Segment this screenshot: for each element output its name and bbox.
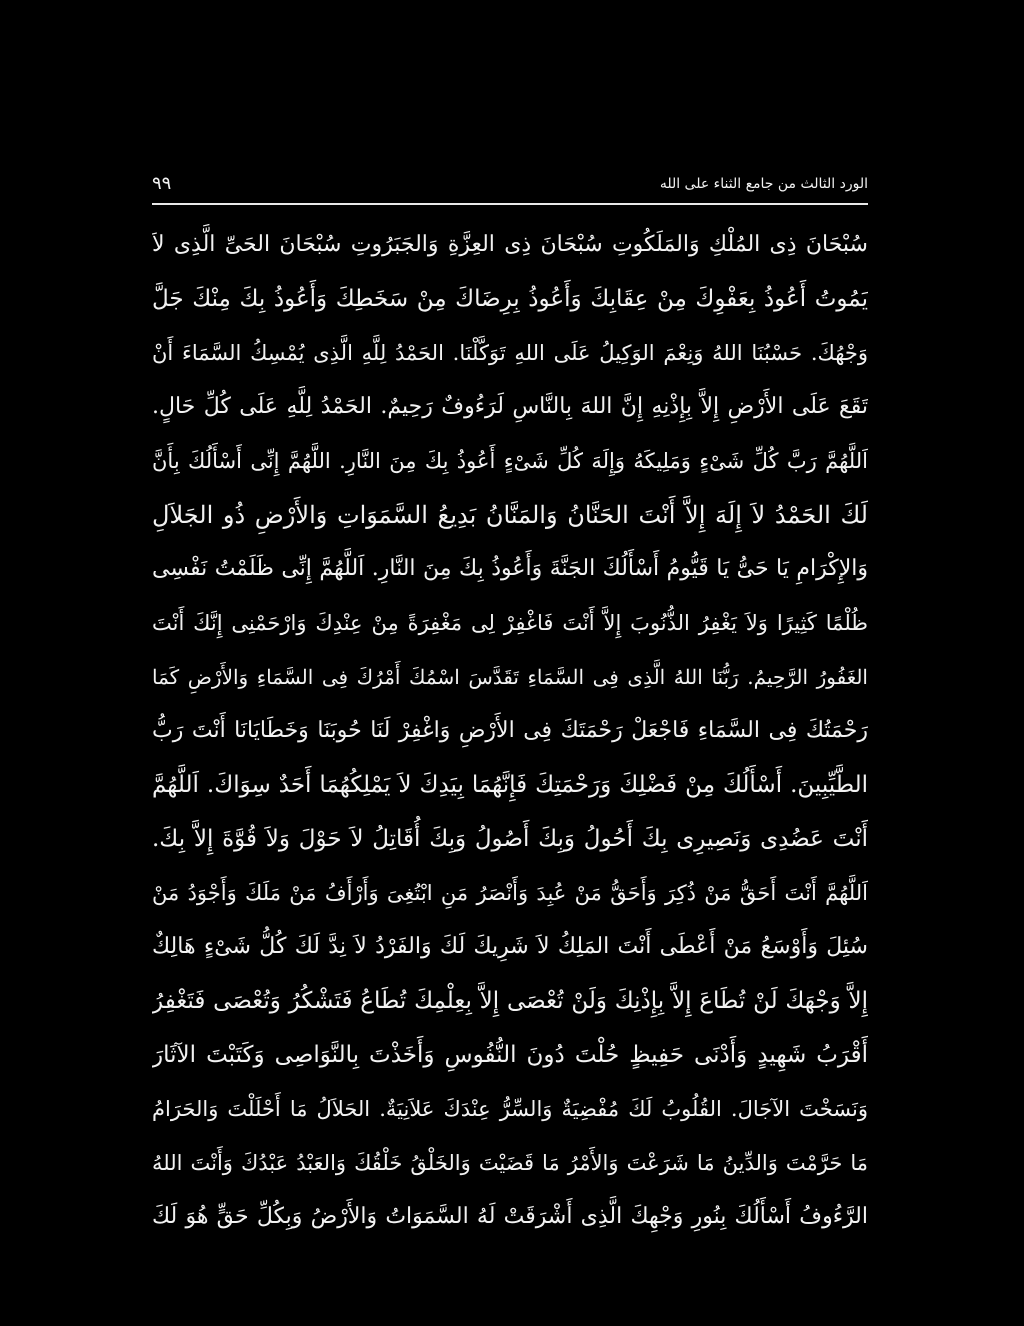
text-line: اَللَّهُمَّ أَنْتَ أَحَقُّ مَنْ ذُكِرَ وَأَحَقُّ مَنْ عُبِدَ وَأَنْصَرُ مَنِ ابْتُغِىَ وَأَرْأَفُ مَنْ مَلَكَ وَأَجْوَدُ مَنْ	[152, 881, 868, 905]
text-line: سُئِلَ وَأَوْسَعُ مَنْ أَعْطَى أَنْتَ المَلِكُ لاَ شَرِيكَ لَكَ وَالفَرْدُ لاَ نِدَّ لَكَ كُلُّ شَىْءٍ هَالِكٌ	[152, 934, 868, 959]
text-line: اَللَّهُمَّ رَبَّ كُلِّ شَىْءٍ وَمَلِيكَهُ وَإِلَهَ كُلِّ شَىْءٍ أَعُوذُ بِكَ مِنَ النَّارِ. اللَّهُمَّ إِنِّى أَسْأَلُكَ بِأَنَّ	[152, 449, 868, 473]
text-line: مَا حَرَّمْتَ وَالدِّينُ مَا شَرَعْتَ وَالأَمْرُ مَا قَضَيْتَ وَالخَلْقُ خَلْقُكَ وَالعَبْدُ عَبْدُكَ وَأَنْتَ اللهُ	[152, 1151, 868, 1175]
text-line: إِلاَّ وَجْهَكَ لَنْ تُطَاعَ إِلاَّ بِإِذْنِكَ وَلَنْ تُعْصَى إِلاَّ بِعِلْمِكَ تُطَاعُ فَتَشْكُرُ وَتُعْصَى فَتَغْفِرُ	[152, 988, 868, 1014]
page-number: ٩٩	[152, 173, 172, 194]
text-line: وَجْهُكَ. حَسْبُنَا اللهُ وَنِعْمَ الوَكِيلُ عَلَى اللهِ تَوَكَّلْنَا. الحَمْدُ لِلَّهِ الَّذِى يُمْسِكُ السَّمَاءَ أَنْ	[152, 341, 868, 365]
running-title: الورد الثالث من جامع الثناء على الله	[659, 176, 868, 192]
text-line: الطَّيِّبِينَ. أَسْأَلُكَ مِنْ فَضْلِكَ وَرَحْمَتِكَ فَإِنَّهُمَا بِيَدِكَ لاَ يَمْلِكُهُمَا أَحَدٌ سِوَاكَ. اَللَّهُمَّ	[152, 772, 868, 798]
text-line: أَنْتَ عَضُدِى وَنَصِيرِى بِكَ أَحُولُ وَبِكَ أَصُولُ وَبِكَ أُقَاتِلُ لاَ حَوْلَ وَلاَ قُوَّةَ إِلاَّ بِكَ.	[152, 826, 868, 852]
header-rule	[152, 203, 868, 205]
text-line: تَقَعَ عَلَى الأَرْضِ إِلاَّ بِإِذْنِهِ إِنَّ اللهَ بِالنَّاسِ لَرَءُوفٌ رَحِيمٌ. الحَمْدُ لِلَّهِ عَلَى كُلِّ حَالٍ.	[152, 394, 868, 419]
text-line: سُبْحَانَ ذِى المُلْكِ وَالمَلَكُوتِ سُبْحَانَ ذِى العِزَّةِ وَالجَبَرُوتِ سُبْحَانَ الحَىِّ الَّذِى لاَ	[152, 232, 868, 257]
page-header	[152, 172, 868, 202]
text-line: رَحْمَتُكَ فِى السَّمَاءِ فَاجْعَلْ رَحْمَتَكَ فِى الأَرْضِ وَاغْفِرْ لَنَا حُوبَنَا وَخَطَايَانَا أَنْتَ رَبُّ	[152, 718, 868, 743]
text-line: وَنَسَخْتَ الآجَالَ. القُلُوبُ لَكَ مُفْضِيَةٌ وَالسِّرُّ عِنْدَكَ عَلاَنِيَةٌ. الحَلاَلُ مَا أَحْلَلْتَ وَالحَرَامُ	[152, 1097, 868, 1121]
text-line: الرَّءُوفُ أَسْأَلُكَ بِنُورِ وَجْهِكَ الَّذِى أَشْرَقَتْ لَهُ السَّمَوَاتُ وَالأَرْضُ وَبِكُلِّ حَقٍّ هُوَ لَكَ	[152, 1204, 868, 1229]
text-line: الغَفُورُ الرَّحِيمُ. رَبُّنَا اللهُ الَّذِى فِى السَّمَاءِ تَقَدَّسَ اسْمُكَ أَمْرُكَ فِى السَّمَاءِ وَالأَرْضِ كَمَا	[152, 665, 868, 689]
text-line: أَقْرَبُ شَهِيدٍ وَأَدْنَى حَفِيظٍ حُلْتَ دُونَ النُّفُوسِ وَأَخَذْتَ بِالنَّوَاصِى وَكَتَبْتَ الآثَارَ	[152, 1042, 868, 1068]
text-line: وَالإِكْرَامِ يَا حَىُّ يَا قَيُّومُ أَسْأَلُكَ الجَنَّةَ وَأَعُوذُ بِكَ مِنَ النَّارِ. اَللَّهُمَّ إِنِّى ظَلَمْتُ نَفْسِى	[152, 556, 868, 581]
text-line: يَمُوتُ أَعُوذُ بِعَفْوِكَ مِنْ عِقَابِكَ وَأَعُوذُ بِرِضَاكَ مِنْ سَخَطِكَ وَأَعُوذُ بِكَ مِنْكَ جَلَّ	[152, 286, 868, 312]
body-text	[152, 218, 868, 1244]
text-line: ظُلْمًا كَثِيرًا وَلاَ يَغْفِرُ الذُّنُوبَ إِلاَّ أَنْتَ فَاغْفِرْ لِى مَغْفِرَةً مِنْ عِنْدِكَ وَارْحَمْنِى إِنَّكَ أَنْتَ	[152, 611, 868, 635]
text-line: لَكَ الحَمْدُ لاَ إِلَهَ إِلاَّ أَنْتَ الحَنَّانُ وَالمَنَّانُ بَدِيعُ السَّمَوَاتِ وَالأَرْضِ ذُو الجَلاَلِ	[152, 501, 868, 529]
